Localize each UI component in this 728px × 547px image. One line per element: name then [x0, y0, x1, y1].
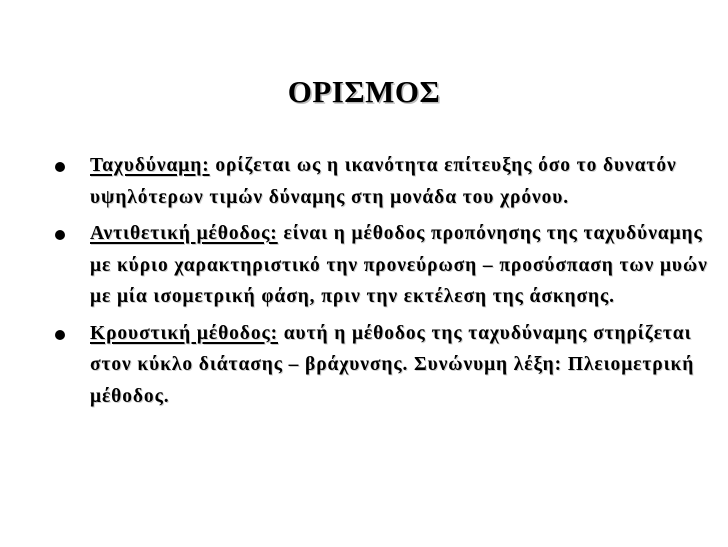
slide-title: ΟΡΙΣΜΟΣ: [287, 74, 441, 109]
definition-term: Κρουστική μέθοδος:: [90, 322, 278, 344]
definition-item-taxydynami: [0, 150, 728, 213]
definition-text: αυτή η μέθοδος της ταχυδύναμης στηρίζεται στον κύκλο διάτασης – βράχυνσης. Συνώνυμη λέξη: Πλειομετρική μέθοδος.: [90, 322, 695, 407]
bullet-icon: [55, 162, 65, 172]
bullet-icon: [55, 330, 65, 340]
definition-text: είναι η μέθοδος προπόνησης της ταχυδύναμης με κύριο χαρακτηριστικό την προνεύρωση – προσύσπαση των μυών με μία ισομετρική φάση, πριν την εκτέλεση της άσκησης.: [90, 223, 708, 307]
bullet-icon: [55, 230, 65, 240]
definition-term: Ταχυδύναμη:: [90, 155, 210, 176]
definition-item-antithetiki-methodos: [0, 218, 728, 313]
definition-list: [0, 150, 728, 417]
definition-text: ορίζεται ως η ικανότητα επίτευξης όσο το δυνατόν υψηλότερων τιμών δύναμης στη μονάδα του χρόνου.: [90, 155, 677, 208]
definition-term: Αντιθετική μέθοδος:: [90, 223, 278, 244]
definition-item-kroustiki-methodos: [0, 318, 728, 413]
